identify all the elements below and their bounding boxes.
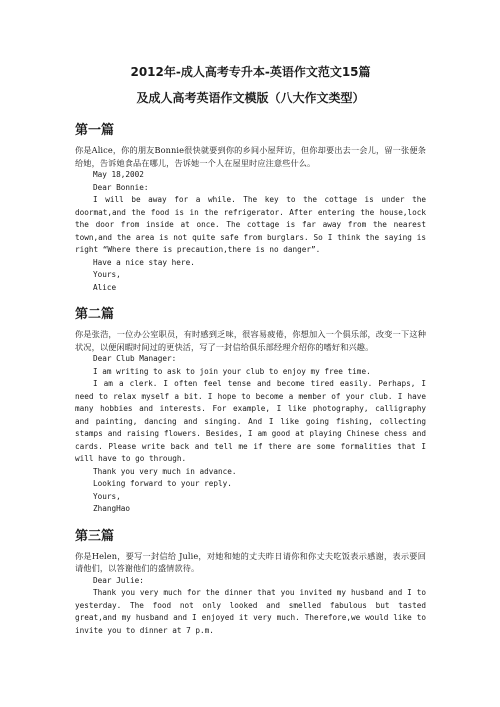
letter-body: I will be away for a while. The key to the cottage is under the doormat,and the food is in the refrigerator. After entering the house,lock the door from inside at once. The cottage is far away from the nearest town,and the area is not quite safe from burglars. So I think the saying is right “Where there is precaution,there is no danger”. — [75, 195, 426, 254]
letter-greeting: Dear Julie: — [93, 575, 144, 585]
sample-letter — [75, 353, 426, 516]
letter-greeting: Dear Club Manager: — [93, 354, 177, 363]
section-prompt: 你是张浩，一位办公室职员，有时感到乏味，很容易疲倦，你想加入一个俱乐部，改变一下这种状况，以便闲暇时间过的更快活，写了一封信给俱乐部经理介绍你的嗜好和兴趣。 — [75, 329, 426, 352]
letter-body: Thank you very much for the dinner that you invited my husband and I to yesterday. The food not only looked and smelled fabulous but tasted great,and my husband and I enjoyed it very much. Therefore,we would like to invite you to dinner at 7 p.m. — [75, 588, 426, 635]
section-prompt: 你是Helen，要写一封信给 Julie，对她和她的丈夫昨日请你和你丈夫吃饭表示感谢，表示要回请他们，以答谢他们的盛情款待。 — [75, 550, 426, 573]
document-title: 2012年-成人高考专升本-英语作文范文15篇 — [130, 65, 371, 79]
section-3 — [75, 528, 426, 638]
letter-closing: Have a nice stay here. — [93, 257, 195, 267]
letter-date: May 18,2002 — [93, 170, 144, 179]
sample-letter — [75, 575, 426, 638]
letter-greeting: Dear Bonnie: — [93, 182, 149, 192]
letter-body: I am a clerk. I often feel tense and become tired easily. Perhaps, I need to relax myself a bit. I hope to become a member of your club. I have many hobbies and interests. For example, I like photography, calligraphy and painting, dancing and singing. And I like going fishing, collecting stamps and raising flowers. Besides, I am good at playing Chinese chess and cards. Please write back and tell me if there are some formalities that I will have to go through. — [75, 379, 426, 463]
letter-closing: Yours, — [93, 270, 121, 279]
letter-closing: Thank you very much in advance. — [93, 466, 237, 476]
section-prompt: 你是Alice，你的朋友Bonnie很快就要到你的乡间小屋拜访，但你却要出去一会儿，留一张便条给她，告诉她食品在哪儿，告诉她一个人在屋里时应注意些什么。 — [75, 145, 426, 168]
letter-body-line: I am writing to ask to join your club to enjoy my free time. — [93, 366, 371, 376]
letter-closing: Looking forward to your reply. — [93, 479, 232, 488]
section-heading: 第二篇 — [75, 307, 115, 322]
letter-closing: Yours, — [93, 491, 121, 501]
section-heading: 第一篇 — [75, 123, 115, 138]
letter-signature: ZhangHao — [93, 504, 131, 513]
section-1 — [75, 122, 426, 294]
section-2 — [75, 306, 426, 516]
sample-letter — [75, 169, 426, 294]
letter-signature: Alice — [93, 282, 117, 292]
document-subtitle: 及成人高考英语作文模版（八大作文类型） — [136, 91, 365, 105]
section-heading: 第三篇 — [75, 528, 115, 544]
